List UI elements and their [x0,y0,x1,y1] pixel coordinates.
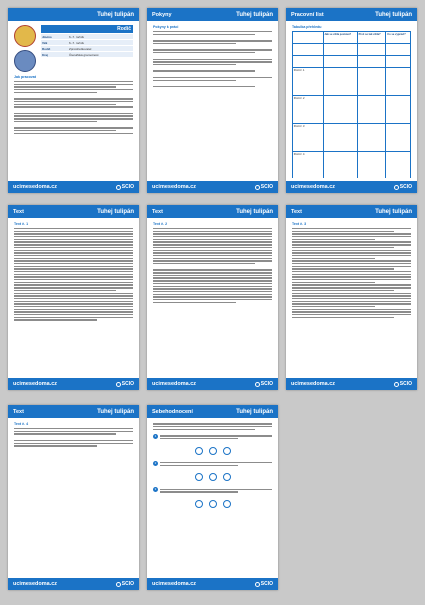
scio-logo: SCIO [255,381,273,387]
cell-input[interactable] [323,152,357,179]
scio-icon [394,382,399,387]
question-2 [153,461,272,468]
header-left: Text [152,208,163,215]
face-icon[interactable] [195,447,203,455]
profile-title: Rodič [41,25,133,33]
page-header [8,8,139,21]
section-title: Text č. 1 [14,222,29,226]
page-6 [286,205,417,390]
cell-input[interactable] [323,68,357,96]
worksheet-table: Jak se cítila postava? Proč se tak cítila? Co se vypráví? Pocit č. 1 Pocit č. 2 Pocit č. 3 Pocit č. 4 [292,31,411,178]
header-left: Text [291,208,302,215]
section-title: Text č. 3 [292,222,307,226]
page-4 [8,205,139,390]
page-footer [147,378,278,390]
scio-icon [255,185,260,190]
page-header [8,205,139,218]
face-icon[interactable] [223,473,231,481]
cell-input[interactable] [386,96,411,124]
scio-icon [255,382,260,387]
page-footer [147,181,278,193]
question-1 [153,434,272,441]
page-7 [8,405,139,590]
page-2 [147,8,278,193]
scio-icon [116,382,121,387]
footer-site: ucimesedoma.cz [291,381,336,387]
question-3 [153,487,272,494]
header-title: Tuhej tulipán [375,11,412,18]
crest-icon [14,25,36,47]
scio-icon [255,582,260,587]
face-icon[interactable] [209,447,217,455]
page-1 [8,8,139,193]
header-left: Pokyny [152,11,172,18]
footer-site: ucimesedoma.cz [13,184,58,190]
page-footer [286,181,417,193]
scio-icon [116,185,121,190]
header-title: Tuhej tulipán [375,208,412,215]
header-title: Tuhej tulipán [97,11,134,18]
face-icon[interactable] [223,447,231,455]
cell-input[interactable] [357,124,386,152]
scio-logo: SCIO [116,581,134,587]
cell-input[interactable] [323,96,357,124]
face-icon[interactable] [195,473,203,481]
cell-input[interactable] [357,68,386,96]
page-header [147,205,278,218]
header-left: Text [13,408,24,415]
scio-logo: SCIO [255,184,273,190]
footer-site: ucimesedoma.cz [291,184,336,190]
header-left: Text [13,208,24,215]
scio-logo: SCIO [394,381,412,387]
scio-logo: SCIO [394,184,412,190]
header-title: Tuhej tulipán [236,11,273,18]
footer-site: ucimesedoma.cz [152,381,197,387]
face-icon[interactable] [209,500,217,508]
scio-logo: SCIO [116,184,134,190]
page-footer [286,378,417,390]
cell-input[interactable] [323,124,357,152]
header-left: Sebehodnocení [152,408,193,415]
footer-site: ucimesedoma.cz [13,581,58,587]
header-title: Tuhej tulipán [236,208,273,215]
face-icon[interactable] [195,500,203,508]
face-icon[interactable] [223,500,231,508]
page-header [286,8,417,21]
scio-logo: SCIO [255,581,273,587]
scio-icon [394,185,399,190]
page-header [286,205,417,218]
footer-site: ucimesedoma.cz [13,381,58,387]
page-footer [8,181,139,193]
number-badge-icon: 2 [154,460,157,465]
face-icon[interactable] [209,473,217,481]
section-title: Text č. 2 [153,222,168,226]
crest-icon [14,50,36,72]
section-title: Text č. 4 [14,422,29,426]
scio-logo: SCIO [116,381,134,387]
page-header [147,8,278,21]
page-footer [147,578,278,590]
cell-input[interactable] [357,96,386,124]
page-5 [147,205,278,390]
page-3 [286,8,417,193]
cell-input[interactable] [386,124,411,152]
footer-site: ucimesedoma.cz [152,184,197,190]
page-footer [8,578,139,590]
section-title: Jak pracovat [14,75,36,79]
header-title: Tuhej tulipán [236,408,273,415]
cell-input[interactable] [386,152,411,179]
page-8 [147,405,278,590]
page-footer [8,378,139,390]
number-badge-icon: 3 [154,487,157,492]
footer-site: ucimesedoma.cz [152,581,197,587]
page-header [8,405,139,418]
scio-icon [116,582,121,587]
section-title: Tabulka přehledu [292,25,322,29]
header-title: Tuhej tulipán [97,408,134,415]
number-badge-icon: 1 [154,433,157,438]
header-left: Pracovní list [291,11,324,18]
header-title: Tuhej tulipán [97,208,134,215]
cell-input[interactable] [357,152,386,179]
section-title: Pokyny k práci [153,25,179,29]
cell-input[interactable] [386,68,411,96]
profile-box: Rodič Jméno 6.-7. ročník Věk 6.-7. ročník Rodič Zprostředkovatel Kraj Čtenářská gramotnost [14,25,133,72]
page-header [147,405,278,418]
